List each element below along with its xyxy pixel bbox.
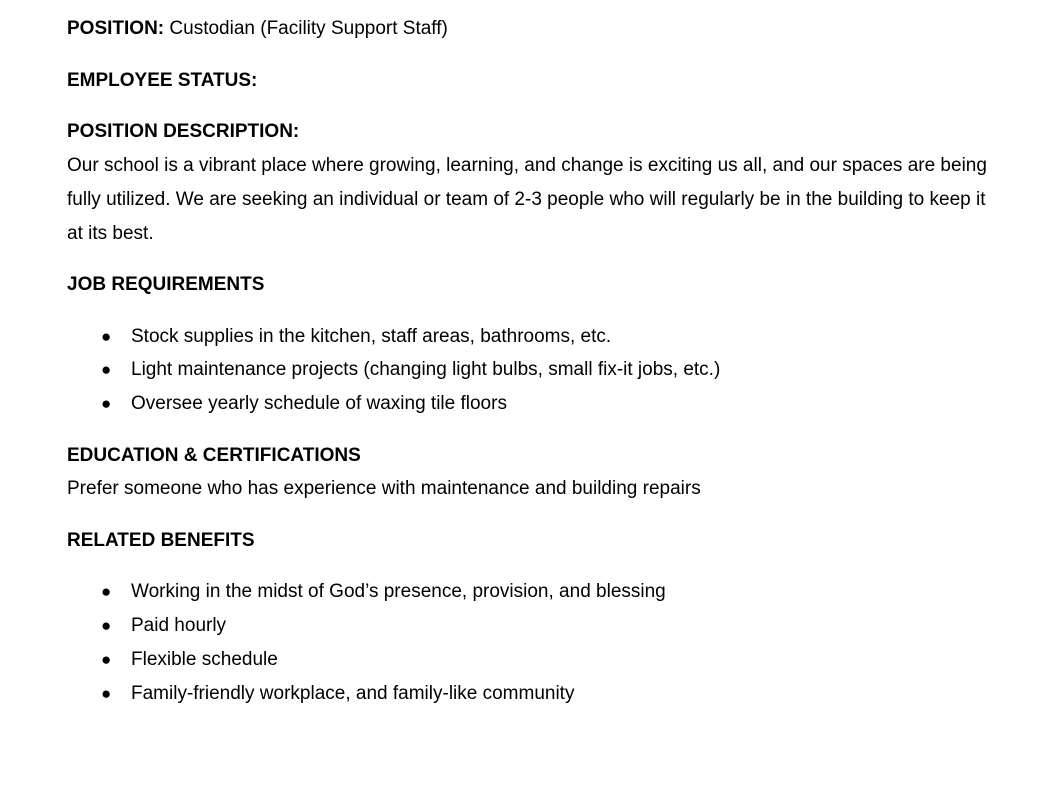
job-requirements-heading: JOB REQUIREMENTS (67, 274, 265, 295)
education-text: Prefer someone who has experience with maintenance and building repairs (67, 478, 701, 499)
bullet-icon: ● (101, 360, 112, 379)
education-heading: EDUCATION & CERTIFICATIONS (67, 445, 361, 466)
bullet-icon: ● (101, 684, 112, 703)
list-item-text: Oversee yearly schedule of waxing tile floors (131, 393, 507, 414)
position-label: POSITION: (67, 18, 165, 39)
position-description-text: Our school is a vibrant place where growing, learning, and change is exciting us all, and our spaces are being fully utilized. We are seeking an individual or team of 2-3 people who will regularly be in the building to keep it at its best. (67, 155, 987, 244)
benefits-heading: RELATED BENEFITS (67, 530, 255, 551)
position-value: Custodian (Facility Support Staff) (164, 18, 448, 39)
bullet-icon: ● (101, 616, 112, 635)
position-description-heading: POSITION DESCRIPTION: (67, 121, 300, 142)
employee-status-label: EMPLOYEE STATUS: (67, 70, 258, 91)
list-item-text: Stock supplies in the kitchen, staff areas, bathrooms, etc. (131, 326, 612, 347)
bullet-icon: ● (101, 650, 112, 669)
bullet-icon: ● (101, 327, 112, 346)
list-item-text: Light maintenance projects (changing light bulbs, small fix-it jobs, etc.) (131, 359, 721, 380)
list-item-text: Paid hourly (131, 615, 227, 636)
bullet-icon: ● (101, 394, 112, 413)
list-item-text: Family-friendly workplace, and family-like community (131, 683, 575, 704)
bullet-icon: ● (101, 582, 112, 601)
position-line (67, 17, 448, 41)
list-item-text: Working in the midst of God’s presence, provision, and blessing (131, 581, 666, 602)
list-item-text: Flexible schedule (131, 649, 278, 670)
